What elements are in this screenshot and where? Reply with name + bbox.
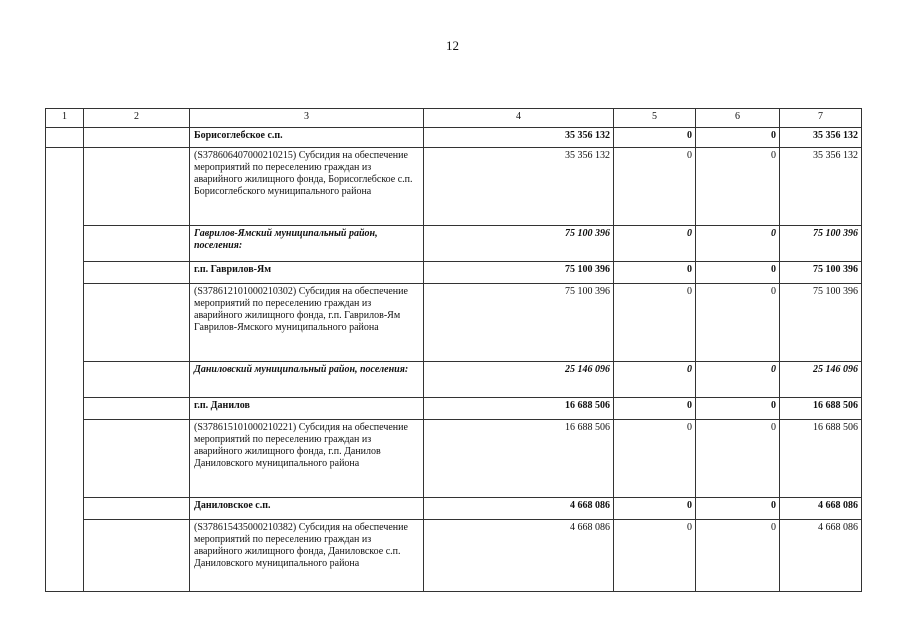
table-row [46, 128, 862, 148]
row-value-col6: 0 [696, 226, 780, 262]
row-name-cell: г.п. Данилов [190, 398, 424, 420]
header-row [46, 109, 862, 128]
row-index-cell [46, 520, 84, 592]
row-value-col4: 35 356 132 [424, 148, 614, 226]
row-value-col7: 35 356 132 [780, 128, 862, 148]
row-value-col4: 16 688 506 [424, 420, 614, 498]
table-row [46, 498, 862, 520]
row-index-cell [46, 226, 84, 262]
row-value-col7: 25 146 096 [780, 362, 862, 398]
row-code-cell [84, 362, 190, 398]
header-cell-4: 4 [424, 109, 614, 128]
row-name-cell: Борисоглебское с.п. [190, 128, 424, 148]
row-value-col6: 0 [696, 398, 780, 420]
row-name-cell: (S378606407000210215) Субсидия на обеспечение мероприятий по переселению граждан из аварийного жилищного фонда, Борисоглебское с.п. Борисоглебского муниципального района [190, 148, 424, 226]
header-cell-5: 5 [614, 109, 696, 128]
row-value-col4: 35 356 132 [424, 128, 614, 148]
row-value-col4: 4 668 086 [424, 520, 614, 592]
row-name-cell: Даниловский муниципальный район, поселения: [190, 362, 424, 398]
row-index-cell [46, 362, 84, 398]
row-value-col4: 75 100 396 [424, 262, 614, 284]
row-code-cell [84, 498, 190, 520]
row-index-cell [46, 284, 84, 362]
row-index-cell [46, 262, 84, 284]
row-code-cell [84, 262, 190, 284]
table-row [46, 284, 862, 362]
row-value-col7: 4 668 086 [780, 520, 862, 592]
header-cell-7: 7 [780, 109, 862, 128]
row-value-col6: 0 [696, 520, 780, 592]
row-name-cell: Даниловское с.п. [190, 498, 424, 520]
table-row [46, 420, 862, 498]
row-value-col5: 0 [614, 362, 696, 398]
header-cell-3: 3 [190, 109, 424, 128]
table-row [46, 226, 862, 262]
row-name-cell: (S378612101000210302) Субсидия на обеспечение мероприятий по переселению граждан из аварийного жилищного фонда, г.п. Гаврилов-Ям Гаврилов-Ямского муниципального района [190, 284, 424, 362]
row-index-cell [46, 148, 84, 226]
row-value-col7: 75 100 396 [780, 262, 862, 284]
table-row [46, 520, 862, 592]
table-row [46, 148, 862, 226]
row-code-cell [84, 284, 190, 362]
row-value-col7: 16 688 506 [780, 420, 862, 498]
row-name-cell: г.п. Гаврилов-Ям [190, 262, 424, 284]
row-code-cell [84, 128, 190, 148]
table-row [46, 262, 862, 284]
row-value-col7: 4 668 086 [780, 498, 862, 520]
row-code-cell [84, 520, 190, 592]
row-code-cell [84, 226, 190, 262]
row-value-col5: 0 [614, 128, 696, 148]
row-value-col5: 0 [614, 284, 696, 362]
row-value-col4: 75 100 396 [424, 284, 614, 362]
row-value-col5: 0 [614, 398, 696, 420]
row-index-cell [46, 398, 84, 420]
row-value-col6: 0 [696, 284, 780, 362]
row-value-col6: 0 [696, 128, 780, 148]
table-row [46, 362, 862, 398]
header-cell-2: 2 [84, 109, 190, 128]
row-value-col5: 0 [614, 262, 696, 284]
row-name-cell: (S378615101000210221) Субсидия на обеспечение мероприятий по переселению граждан из аварийного жилищного фонда, г.п. Данилов Даниловского муниципального района [190, 420, 424, 498]
row-value-col7: 16 688 506 [780, 398, 862, 420]
row-index-cell [46, 420, 84, 498]
row-name-cell: Гаврилов-Ямский муниципальный район, поселения: [190, 226, 424, 262]
row-value-col7: 75 100 396 [780, 226, 862, 262]
row-value-col7: 75 100 396 [780, 284, 862, 362]
table-row [46, 398, 862, 420]
row-value-col6: 0 [696, 420, 780, 498]
header-cell-1: 1 [46, 109, 84, 128]
row-value-col4: 25 146 096 [424, 362, 614, 398]
row-value-col5: 0 [614, 148, 696, 226]
row-value-col6: 0 [696, 498, 780, 520]
row-value-col4: 75 100 396 [424, 226, 614, 262]
row-name-cell: (S378615435000210382) Субсидия на обеспечение мероприятий по переселению граждан из аварийного жилищного фонда, Даниловское с.п. Даниловского муниципального района [190, 520, 424, 592]
row-code-cell [84, 420, 190, 498]
row-code-cell [84, 398, 190, 420]
budget-table [45, 108, 862, 592]
row-value-col5: 0 [614, 520, 696, 592]
row-value-col6: 0 [696, 262, 780, 284]
row-value-col6: 0 [696, 148, 780, 226]
header-cell-6: 6 [696, 109, 780, 128]
row-value-col5: 0 [614, 420, 696, 498]
row-value-col7: 35 356 132 [780, 148, 862, 226]
row-index-cell [46, 128, 84, 148]
row-code-cell [84, 148, 190, 226]
page-number: 12 [446, 38, 459, 53]
row-value-col6: 0 [696, 362, 780, 398]
row-value-col5: 0 [614, 498, 696, 520]
row-index-cell [46, 498, 84, 520]
row-value-col5: 0 [614, 226, 696, 262]
row-value-col4: 4 668 086 [424, 498, 614, 520]
row-value-col4: 16 688 506 [424, 398, 614, 420]
